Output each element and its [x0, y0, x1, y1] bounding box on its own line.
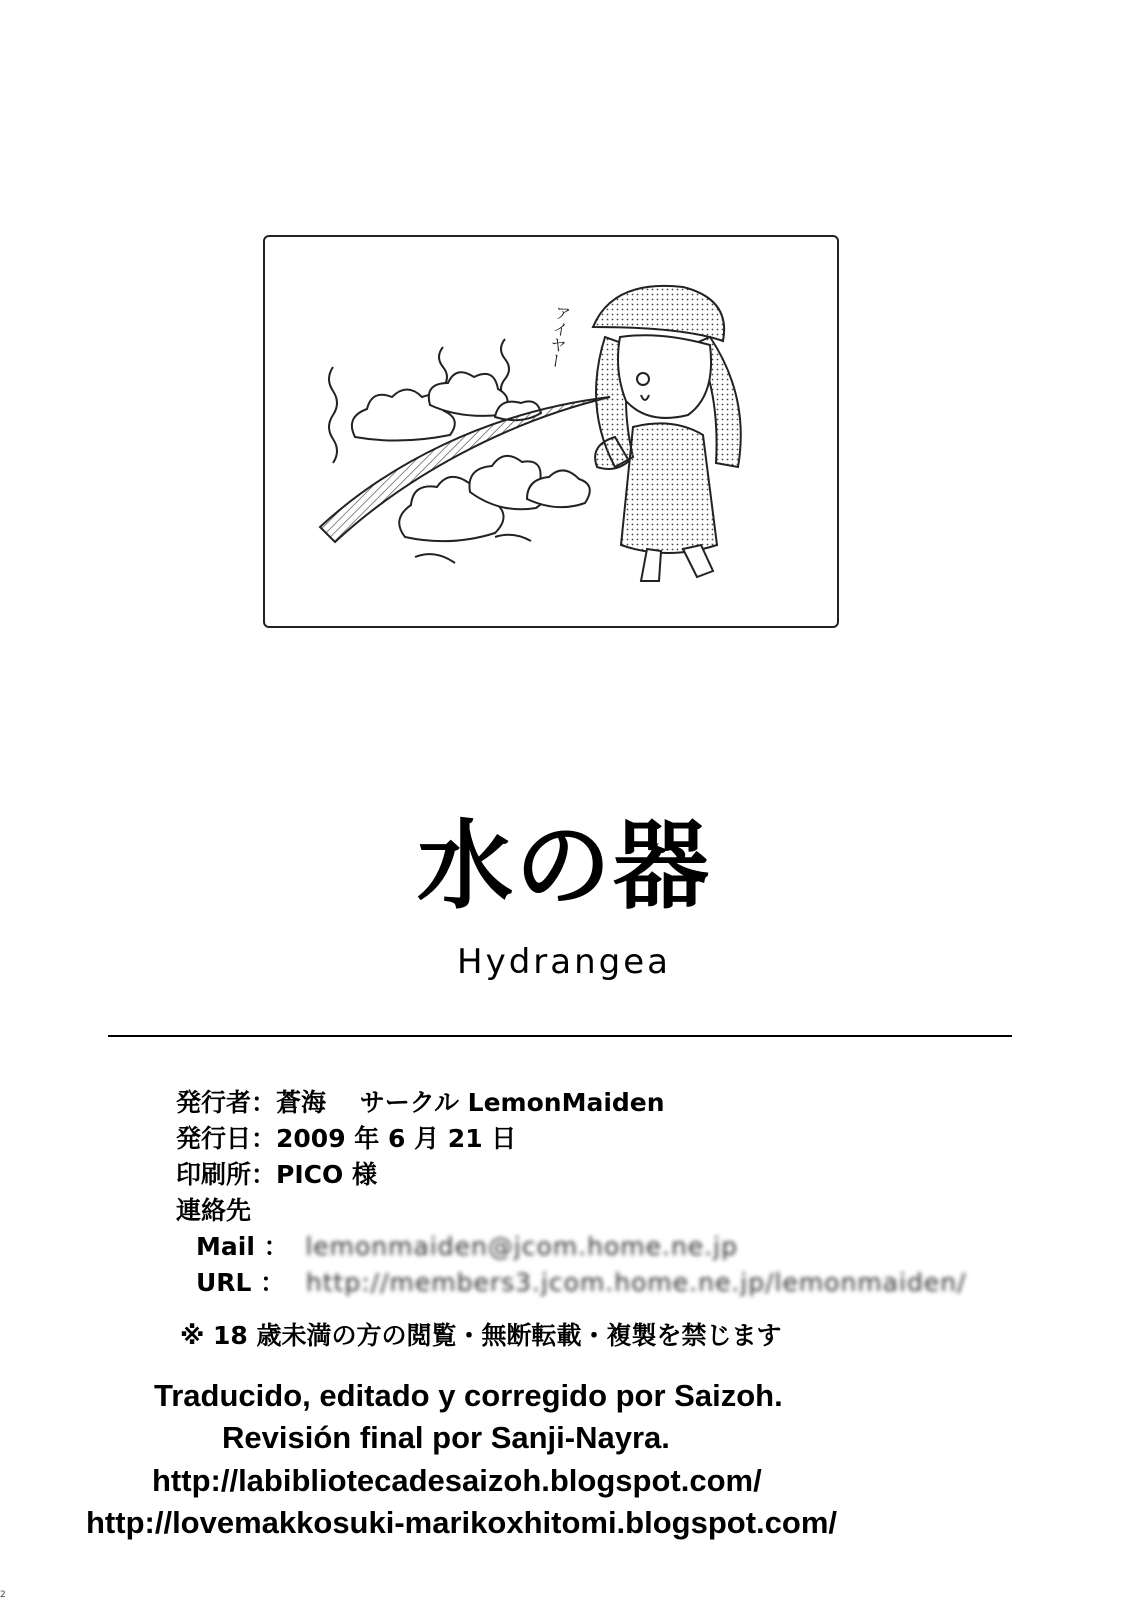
mail-value: lemonmaiden@jcom.home.ne.jp — [305, 1232, 738, 1261]
book-title: 水の器 — [417, 809, 711, 922]
credit-line-1: Traducido, editado y corregido por Saizoh. — [154, 1378, 783, 1413]
printer-value: PICO 様 — [276, 1160, 377, 1189]
divider — [108, 1035, 1012, 1037]
credit-link-1[interactable]: http://labibliotecadesaizoh.blogspot.com/ — [152, 1463, 762, 1498]
publisher-value: 蒼海 サークル LemonMaiden — [276, 1088, 665, 1117]
printer-label: 印刷所： — [176, 1160, 277, 1189]
page-number: 2 — [0, 1590, 6, 1600]
date-value: 2009 年 6 月 21 日 — [276, 1124, 517, 1153]
date-line — [176, 1126, 516, 1151]
mail-line — [196, 1234, 738, 1259]
sfx-text: アイヤー — [544, 303, 573, 370]
book-subtitle: Hydrangea — [457, 942, 671, 982]
credit-link-2[interactable]: http://lovemakkosuki-marikoxhitomi.blogspot.com/ — [86, 1505, 837, 1540]
credit-line-2: Revisión final por Sanji-Nayra. — [222, 1420, 670, 1455]
url-value: http://members3.jcom.home.ne.jp/lemonmaiden/ — [305, 1268, 967, 1297]
url-line — [196, 1270, 966, 1295]
publisher-line — [176, 1090, 665, 1115]
age-notice: ※ 18 歳未満の方の閲覧・無断転載・複製を禁じます — [180, 1321, 782, 1350]
publisher-label: 発行者： — [176, 1088, 277, 1117]
contact-label: 連絡先 — [176, 1196, 252, 1225]
illustration-panel — [263, 235, 839, 628]
url-label: URL ： — [196, 1268, 286, 1297]
printer-line — [176, 1162, 377, 1187]
date-label: 発行日： — [176, 1124, 277, 1153]
chibi-illustration — [265, 237, 837, 626]
mail-label: Mail ： — [196, 1232, 289, 1261]
